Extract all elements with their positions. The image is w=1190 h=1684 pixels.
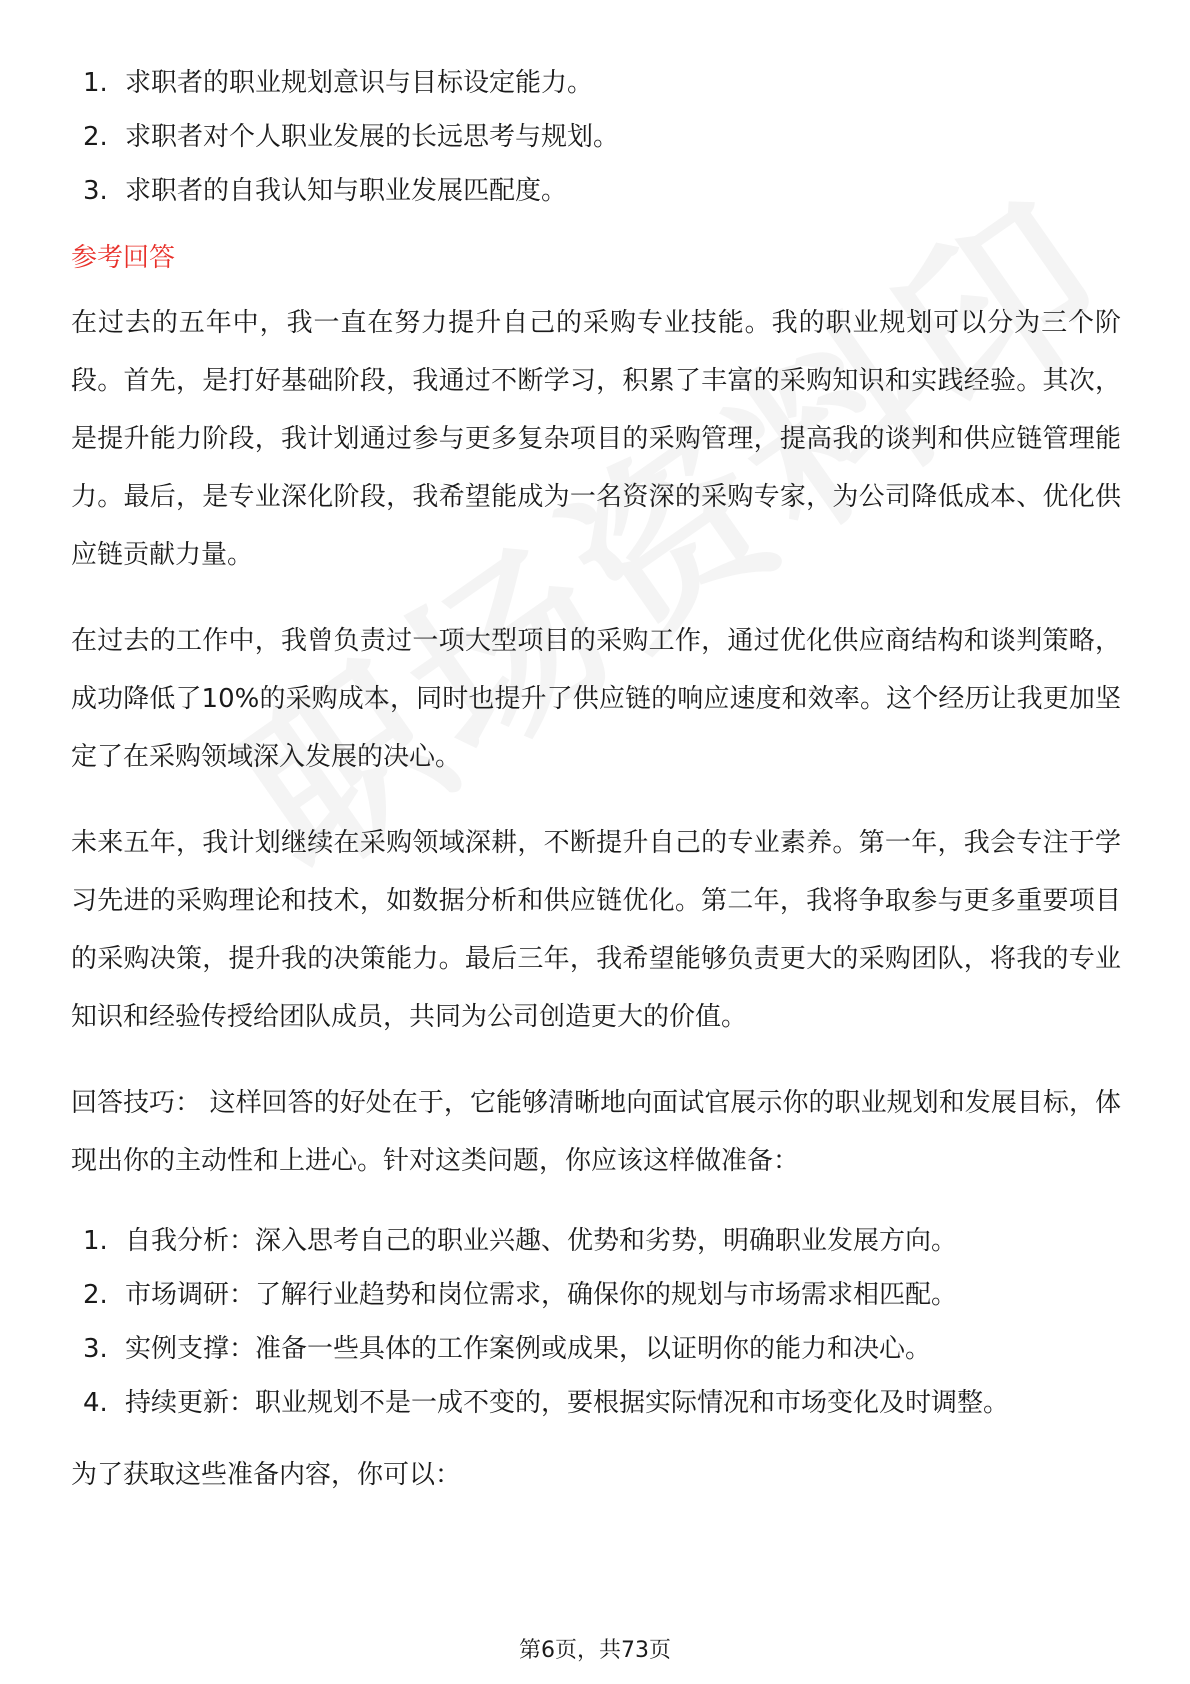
list-item-number: 4. bbox=[83, 1388, 108, 1418]
list-item-text: 求职者的职业规划意识与目标设定能力。 bbox=[125, 68, 594, 98]
list-item bbox=[71, 56, 1121, 110]
page-number: 第6页，共73页 bbox=[519, 1638, 671, 1663]
list-item bbox=[71, 1214, 1121, 1268]
list-item-number: 2. bbox=[83, 1280, 108, 1310]
tips-numbered-list bbox=[71, 1214, 1121, 1430]
list-item-number: 1. bbox=[83, 68, 108, 98]
list-item bbox=[71, 1376, 1121, 1430]
answer-paragraph-1: 在过去的五年中，我一直在努力提升自己的采购专业技能。我的职业规划可以分为三个阶段。首先，是打好基础阶段，我通过不断学习，积累了丰富的采购知识和实践经验。其次，是提升能力阶段，我计划通过参与更多复杂项目的采购管理，提高我的谈判和供应链管理能力。最后，是专业深化阶段，我希望能成为一名资深的采购专家，为公司降低成本、优化供应链贡献力量。 bbox=[71, 308, 1121, 570]
list-item-number: 3. bbox=[83, 1334, 108, 1364]
answer-tips-paragraph: 回答技巧： 这样回答的好处在于，它能够清晰地向面试官展示你的职业规划和发展目标，体现出你的主动性和上进心。针对这类问题，你应该这样做准备： bbox=[71, 1088, 1121, 1176]
list-item-text: 持续更新：职业规划不是一成不变的，要根据实际情况和市场变化及时调整。 bbox=[125, 1388, 1010, 1418]
intro-numbered-list bbox=[71, 56, 1121, 218]
list-item-text: 自我分析：深入思考自己的职业兴趣、优势和劣势，明确职业发展方向。 bbox=[125, 1226, 958, 1256]
list-item bbox=[71, 164, 1121, 218]
list-item-number: 3. bbox=[83, 176, 108, 206]
answer-paragraph-3: 未来五年，我计划继续在采购领域深耕，不断提升自己的专业素养。第一年，我会专注于学习先进的采购理论和技术，如数据分析和供应链优化。第二年，我将争取参与更多重要项目的采购决策，提升我的决策能力。最后三年，我希望能够负责更大的采购团队，将我的专业知识和经验传授给团队成员，共同为公司创造更大的价值。 bbox=[71, 828, 1121, 1032]
list-item-text: 求职者的自我认知与职业发展匹配度。 bbox=[125, 176, 568, 206]
list-item-number: 1. bbox=[83, 1226, 108, 1256]
list-item bbox=[71, 110, 1121, 164]
list-item-number: 2. bbox=[83, 122, 108, 152]
answer-paragraph-2: 在过去的工作中，我曾负责过一项大型项目的采购工作，通过优化供应商结构和谈判策略，成功降低了10%的采购成本，同时也提升了供应链的响应速度和效率。这个经历让我更加坚定了在采购领域深入发展的决心。 bbox=[71, 626, 1121, 772]
list-item-text: 实例支撑：准备一些具体的工作案例或成果，以证明你的能力和决心。 bbox=[125, 1334, 932, 1364]
page-content bbox=[71, 56, 1121, 1532]
section-heading-reference-answer: 参考回答 bbox=[71, 243, 176, 273]
list-item bbox=[71, 1322, 1121, 1376]
list-item-text: 求职者对个人职业发展的长远思考与规划。 bbox=[125, 122, 620, 152]
list-item bbox=[71, 1268, 1121, 1322]
list-item-text: 市场调研：了解行业趋势和岗位需求，确保你的规划与市场需求相匹配。 bbox=[125, 1280, 958, 1310]
closing-line: 为了获取这些准备内容，你可以： bbox=[71, 1460, 462, 1490]
